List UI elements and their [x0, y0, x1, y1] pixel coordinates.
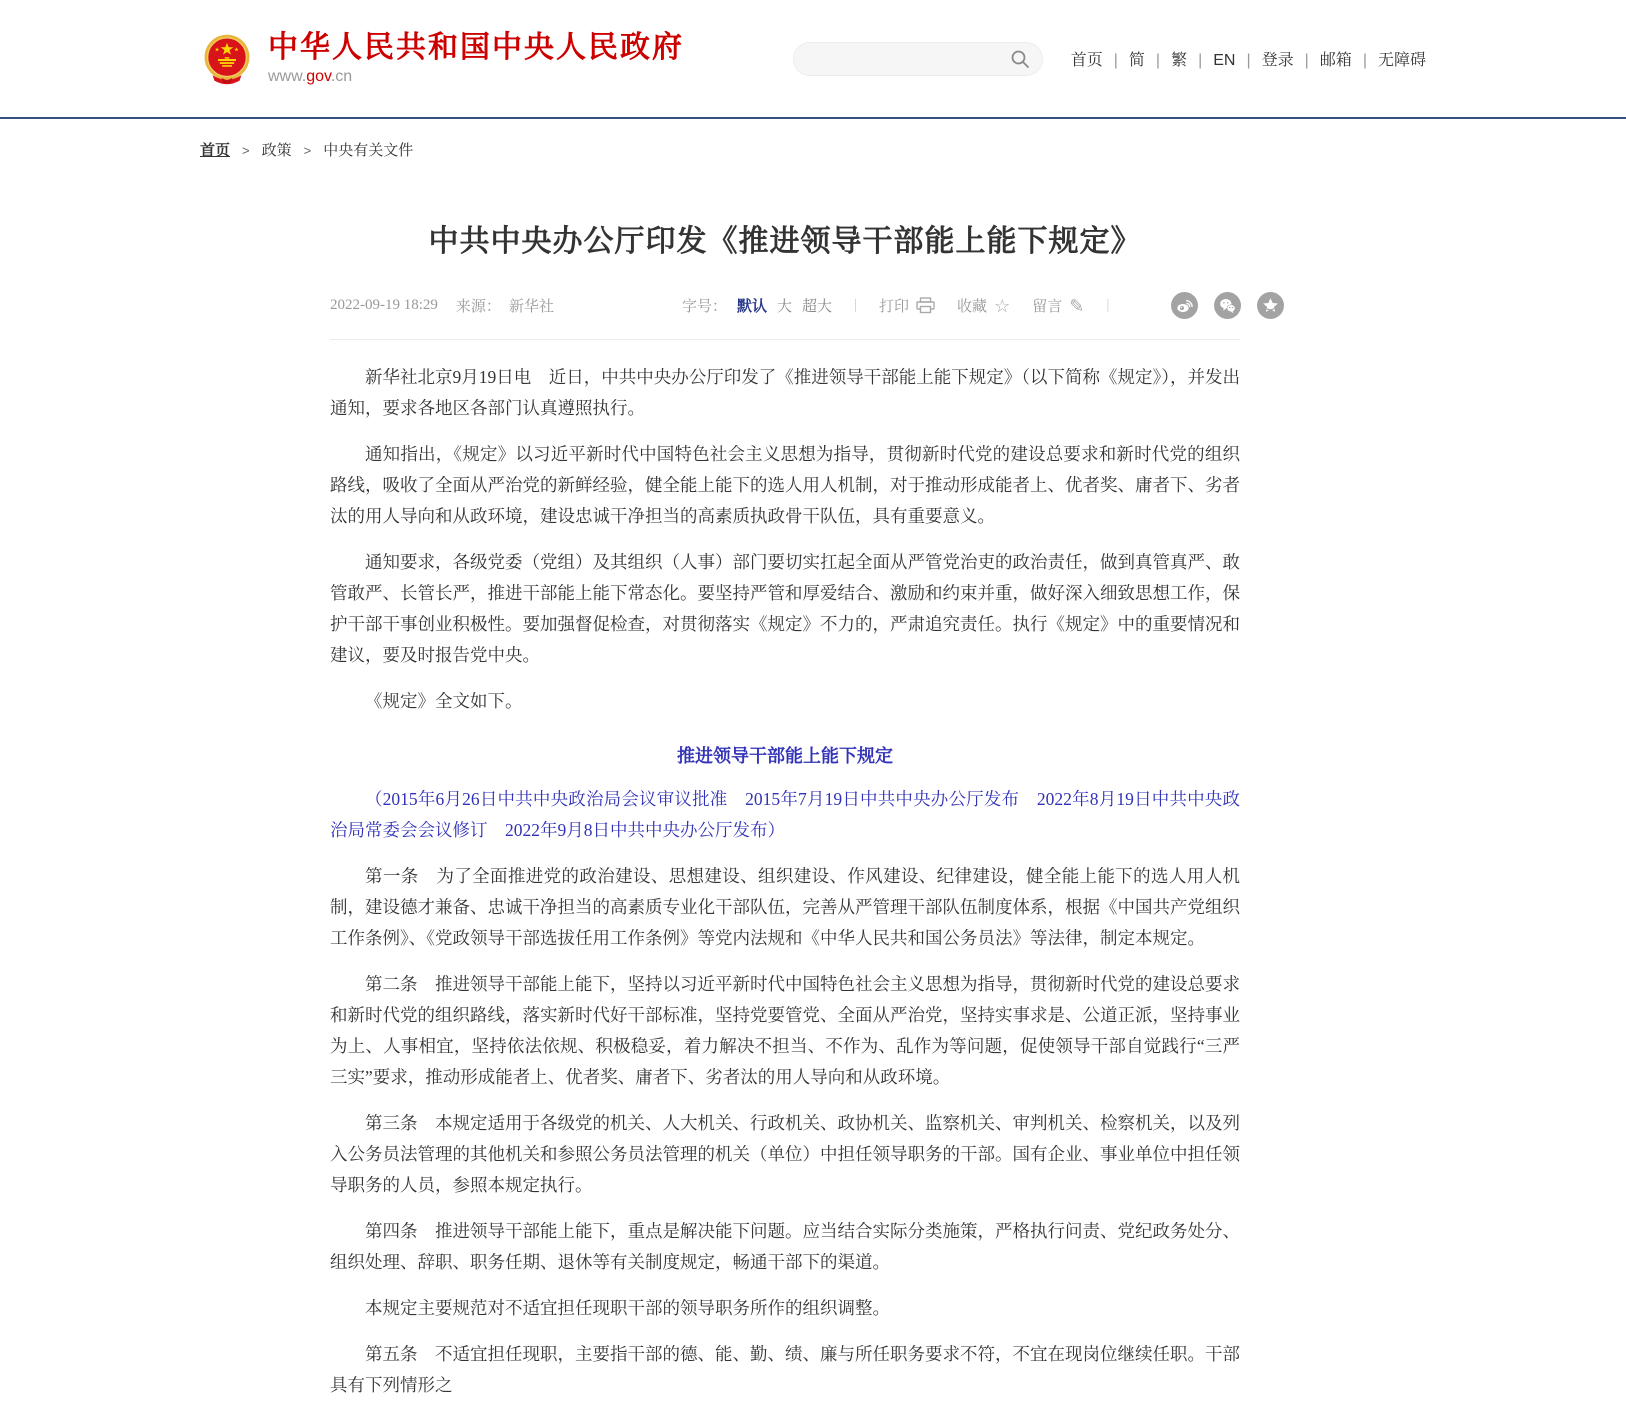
- nav-link-3[interactable]: EN: [1213, 52, 1236, 69]
- paragraph: （2015年6月26日中共中央政治局会议审议批准 2015年7月19日中共中央办公厅发布 2022年8月19日中共中央政治局常委会会议修订 2022年9月8日中共中央办公厅发布）: [330, 789, 1240, 840]
- article-meta: [330, 295, 554, 316]
- header-nav: [1071, 47, 1426, 70]
- divider-pipe: |: [854, 297, 858, 313]
- paragraph: 第四条 推进领导干部能上能下，重点是解决能下问题。应当结合实际分类施策，严格执行问责、党纪政务处分、组织处理、辞职、职务任期、退休等有关制度规定，畅通干部下的渠道。: [330, 1221, 1240, 1272]
- site-logo[interactable]: [200, 31, 684, 86]
- divider-pipe: |: [1106, 297, 1110, 313]
- nav-separator: |: [1362, 52, 1367, 69]
- breadcrumb-item-1[interactable]: 政策: [261, 143, 292, 159]
- site-url: [268, 68, 684, 86]
- source-value: 新华社: [508, 299, 554, 315]
- search-input[interactable]: [810, 51, 1010, 67]
- source-label: 来源：: [455, 299, 501, 315]
- national-emblem-icon: [200, 32, 254, 86]
- weibo-icon[interactable]: [1171, 292, 1198, 319]
- fontsize-control: [682, 295, 832, 316]
- fontsize-option-default[interactable]: 默认: [736, 299, 767, 315]
- nav-link-0[interactable]: 首页: [1070, 52, 1103, 69]
- site-url-www: www.: [268, 68, 307, 85]
- fontsize-option-xlarge[interactable]: 超大: [802, 299, 833, 315]
- breadcrumb: [200, 119, 1426, 160]
- nav-separator: |: [1113, 52, 1118, 69]
- search-box[interactable]: [793, 42, 1043, 76]
- favorite-label: 收藏: [957, 299, 988, 315]
- paragraph: 第五条 不适宜担任现职，主要指干部的德、能、勤、绩、廉与所任职务要求不符，不宜在现岗位继续任职。干部具有下列情形之: [330, 1344, 1240, 1395]
- paragraph: 通知指出，《规定》以习近平新时代中国特色社会主义思想为指导，贯彻新时代党的建设总要求和新时代党的组织路线，吸收了全面从严治党的新鲜经验，健全能上能下的选人用人机制，对于推动形成能者上、优者奖、庸者下、劣者汰的用人导向和从政环境，建设忠诚干净担当的高素质执政骨干队伍，具有重要意义。: [330, 444, 1240, 526]
- nav-link-2[interactable]: 繁: [1171, 52, 1188, 69]
- site-header: [0, 0, 1626, 119]
- paragraph: 第二条 推进领导干部能上能下，坚持以习近平新时代中国特色社会主义思想为指导，贯彻新时代党的建设总要求和新时代党的组织路线，落实新时代好干部标准，坚持党要管党、全面从严治党，坚持实事求是、公道正派，坚持事业为上、人事相宜，坚持依法依规、积极稳妥，着力解决不担当、不作为、乱作为等问题，促使领导干部自觉践行“三严三实”要求，推动形成能者上、优者奖、庸者下、劣者汰的用人导向和从政环境。: [330, 974, 1240, 1087]
- article: [330, 216, 1285, 1401]
- paragraph: 通知要求，各级党委（党组）及其组织（人事）部门要切实扛起全面从严管党治吏的政治责任，做到真管真严、敢管敢严、长管长严，推进干部能上能下常态化。要坚持严管和厚爱结合、激励和约束并重，做好深入细致思想工作，保护干部干事创业积极性。要加强督促检查，对贯彻落实《规定》不力的，严肃追究责任。执行《规定》中的重要情况和建议，要及时报告党中央。: [330, 552, 1240, 665]
- site-url-gov: gov: [306, 68, 331, 85]
- paragraph: 《规定》全文如下。: [365, 691, 523, 711]
- search-icon[interactable]: [1010, 49, 1030, 69]
- paragraph: 新华社北京9月19日电 近日，中共中央办公厅印发了《推进领导干部能上能下规定》（以下简称《规定》），并发出通知，要求各地区各部门认真遵照执行。: [330, 367, 1240, 418]
- paragraph: 本规定主要规范对不适宜担任现职干部的领导职务所作的组织调整。: [365, 1298, 890, 1318]
- nav-separator: |: [1155, 52, 1161, 69]
- pencil-icon: ✎: [1069, 295, 1085, 316]
- paragraph: 第一条 为了全面推进党的政治建设、思想建设、组织建设、作风建设、纪律建设，健全能上能下的选人用人机制，建设德才兼备、忠诚干净担当的高素质专业化干部队伍，完善从严管理干部队伍制度体系，根据《中国共产党组织工作条例》、《党政领导干部选拔任用工作条例》等党内法规和《中华人民共和国公务员法》等法律，制定本规定。: [330, 866, 1240, 948]
- nav-separator: |: [1304, 52, 1309, 69]
- print-label: 打印: [879, 299, 910, 315]
- qzone-icon[interactable]: [1257, 292, 1284, 319]
- nav-link-6[interactable]: 无障碍: [1377, 52, 1426, 69]
- share-group: [1171, 292, 1284, 319]
- site-title: 中华人民共和国中央人民政府: [268, 31, 684, 64]
- fontsize-label: 字号：: [681, 299, 727, 315]
- comment-button[interactable]: [1032, 295, 1084, 316]
- breadcrumb-item-2: 中央有关文件: [323, 143, 414, 159]
- article-body: [330, 362, 1240, 1401]
- regulation-title: 推进领导干部能上能下规定: [677, 746, 893, 766]
- print-button[interactable]: [879, 295, 935, 316]
- printer-icon: [916, 297, 935, 314]
- article-meta-row: [330, 292, 1285, 319]
- nav-link-4[interactable]: 登录: [1261, 52, 1294, 69]
- nav-link-1[interactable]: 简: [1128, 52, 1145, 69]
- nav-separator: |: [1198, 52, 1203, 69]
- site-url-cn: .cn: [330, 68, 353, 85]
- breadcrumb-separator: >: [242, 143, 250, 158]
- fontsize-option-large[interactable]: 大: [776, 299, 792, 315]
- breadcrumb-item-0[interactable]: 首页: [200, 143, 231, 159]
- nav-link-5[interactable]: 邮箱: [1319, 52, 1352, 69]
- star-icon: ☆: [994, 295, 1011, 316]
- meta-divider: [330, 339, 1240, 340]
- paragraph: 第三条 本规定适用于各级党的机关、人大机关、行政机关、政协机关、监察机关、审判机关、检察机关，以及列入公务员法管理的其他机关和参照公务员法管理的机关（单位）中担任领导职务的干部。国有企业、事业单位中担任领导职务的人员，参照本规定执行。: [330, 1113, 1240, 1195]
- nav-separator: |: [1246, 52, 1251, 69]
- favorite-button[interactable]: [957, 295, 1010, 316]
- wechat-icon[interactable]: [1214, 292, 1241, 319]
- page-title: 中共中央办公厅印发《推进领导干部能上能下规定》: [428, 225, 1142, 258]
- breadcrumb-separator: >: [303, 143, 312, 158]
- comment-label: 留言: [1032, 299, 1063, 315]
- publish-datetime: 2022-09-19 18:29: [330, 297, 438, 313]
